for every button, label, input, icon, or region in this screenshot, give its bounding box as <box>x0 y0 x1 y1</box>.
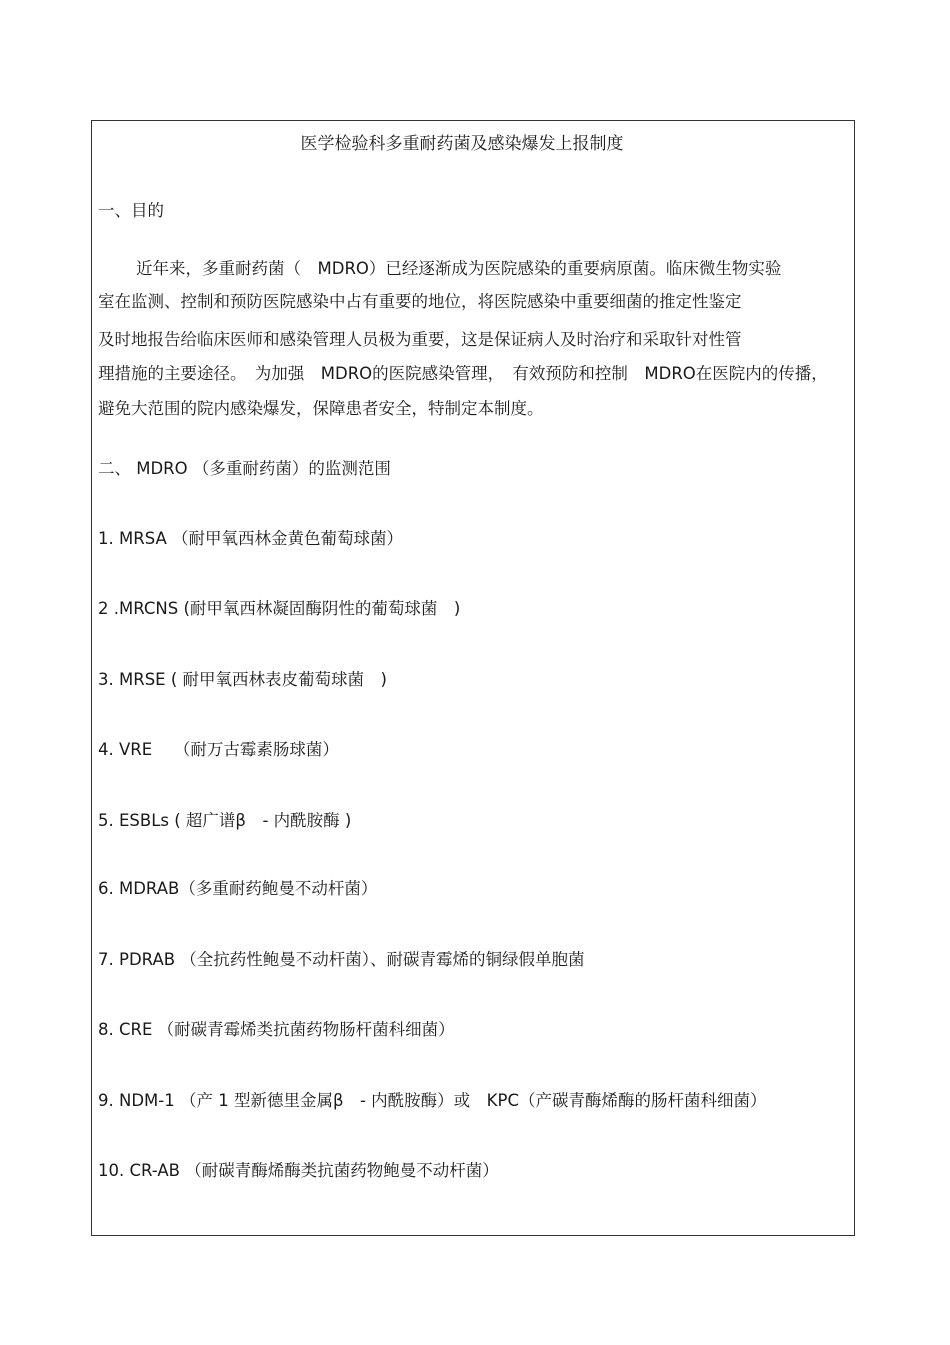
list-item-9: 9. NDM-1 （产 1 型新德里金属β - 内酰胺酶）或 KPC（产碳青酶烯酶的肠杆菌科细菌） <box>98 1091 767 1110</box>
list-item-3: 3. MRSE ( 耐甲氧西林表皮葡萄球菌 ) <box>98 670 387 689</box>
list-item-8: 8. CRE （耐碳青霉烯类抗菌药物肠杆菌科细菌） <box>98 1020 455 1039</box>
paragraph-line-5: 避免大范围的院内感染爆发，保障患者安全，特制定本制度。 <box>98 399 544 418</box>
list-item-7: 7. PDRAB （全抗药性鲍曼不动杆菌）、耐碳青霉烯的铜绿假单胞菌 <box>98 950 585 969</box>
section-2-heading: 二、 MDRO （多重耐药菌）的监测范围 <box>98 459 391 478</box>
list-item-4: 4. VRE （耐万古霉素肠球菌） <box>98 740 339 759</box>
document-title: 医学检验科多重耐药菌及感染爆发上报制度 <box>300 134 624 154</box>
paragraph-line-1: 近年来，多重耐药菌（ MDRO）已经逐渐成为医院感染的重要病原菌。临床微生物实验 <box>136 259 782 278</box>
list-item-6: 6. MDRAB（多重耐药鲍曼不动杆菌） <box>98 879 378 898</box>
list-item-2: 2 .MRCNS (耐甲氧西林凝固酶阴性的葡萄球菌 ) <box>98 599 461 618</box>
list-item-1: 1. MRSA （耐甲氧西林金黄色葡萄球菌） <box>98 529 404 548</box>
list-item-5: 5. ESBLs ( 超广谱β - 内酰胺酶 ) <box>98 811 352 830</box>
paragraph-line-4: 理措施的主要途径。 为加强 MDRO的医院感染管理， 有效预防和控制 MDRO在医院内的传播， <box>98 364 828 383</box>
list-item-10: 10. CR-AB （耐碳青酶烯酶类抗菌药物鲍曼不动杆菌） <box>98 1161 499 1180</box>
section-1-heading: 一、目的 <box>98 201 164 220</box>
paragraph-line-2: 室在监测、控制和预防医院感染中占有重要的地位，将医院感染中重要细菌的推定性鉴定 <box>98 292 742 311</box>
paragraph-line-3: 及时地报告给临床医师和感染管理人员极为重要，这是保证病人及时治疗和采取针对性管 <box>98 330 742 349</box>
